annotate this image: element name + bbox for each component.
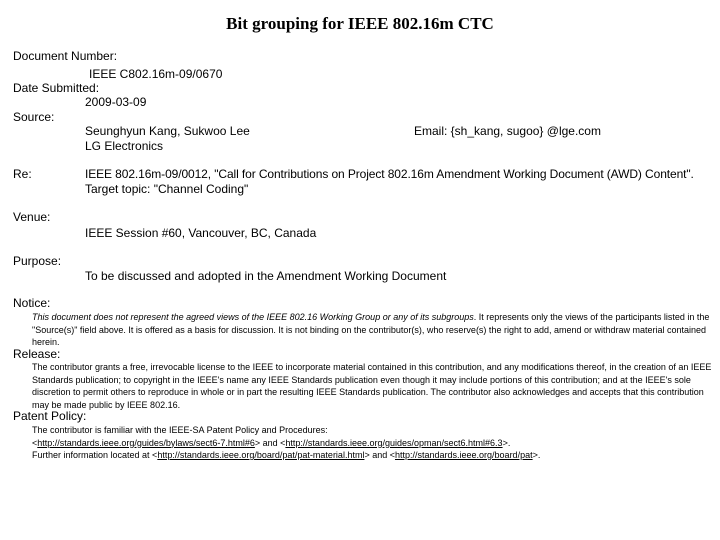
re-line1: IEEE 802.16m-09/0012, "Call for Contributions on Project 802.16m Amendment Working Document (AWD) Content".	[85, 167, 694, 181]
patent-end2: >.	[532, 450, 541, 460]
re-label: Re:	[13, 167, 32, 181]
date-label: Date Submitted:	[13, 81, 100, 95]
patent-and1: > and <	[254, 437, 286, 448]
notice-italic: This document does not represent the agreed views of the IEEE 802.16 Working Group or any of its subgroups	[32, 312, 474, 322]
patent-line1: The contributor is familiar with the IEEE-SA Patent Policy and Procedures:	[32, 425, 328, 435]
re-line2: Target topic: "Channel Coding"	[85, 182, 249, 196]
doc-number-label: Document Number:	[13, 49, 118, 63]
source-authors: Seunghyun Kang, Sukwoo Lee	[85, 124, 250, 138]
doc-number-value: IEEE C802.16m-09/0670	[89, 67, 223, 81]
opman-link[interactable]: http://standards.ieee.org/guides/opman/sect6.html#6.3	[285, 437, 503, 448]
patent-policy-text	[32, 424, 716, 462]
date-value: 2009-03-09	[85, 95, 147, 109]
source-org: LG Electronics	[85, 139, 164, 153]
patent-line2: <http://standards.ieee.org/guides/bylaws/sect6-7.html#6> and <http://standards.ieee.org/guides/opman/sect6.html#6.3>.	[32, 437, 511, 448]
patent-and2: > and <	[364, 450, 395, 460]
pat-material-link[interactable]: http://standards.ieee.org/board/pat/pat-material.html	[157, 450, 365, 460]
notice-label: Notice:	[13, 296, 51, 310]
release-text: The contributor grants a free, irrevocable license to the IEEE to incorporate material contained in this contribution, and any modifications thereof, in the creation of an IEEE Standards publication; to copyright in the IEEE's name any IEEE Standards publication even though it may include portions of this contribution; and at the IEEE's sole discretion to permit others to reproduce in whole or in part the resulting IEEE Standards publication. The contributor also acknowledges and accepts that this contribution may be made public by IEEE 802.16.	[32, 362, 712, 410]
patent-further: Further information located at <	[32, 450, 158, 460]
patent-end1: >.	[502, 437, 511, 448]
release-label: Release:	[13, 347, 61, 361]
document-title: Bit grouping for IEEE 802.16m CTC	[226, 14, 494, 33]
bylaws-link[interactable]: http://standards.ieee.org/guides/bylaws/sect6-7.html#6	[37, 437, 255, 448]
source-label: Source:	[13, 110, 55, 124]
notice-rest: . It represents only the views of the participants listed in the "Source(s)" field above. It is offered as a basis for discussion. It is not binding on the contributor(s), who reserve(s) the right to add, amend or withdraw material contained herein.	[32, 312, 710, 347]
purpose-label: Purpose:	[13, 254, 62, 268]
board-pat-link[interactable]: http://standards.ieee.org/board/pat	[394, 450, 533, 460]
notice-text	[32, 311, 716, 349]
venue-value: IEEE Session #60, Vancouver, BC, Canada	[85, 226, 317, 240]
purpose-value: To be discussed and adopted in the Amendment Working Document	[85, 269, 447, 283]
source-email: Email: {sh_kang, sugoo} @lge.com	[414, 124, 601, 138]
patent-policy-label: Patent Policy:	[13, 409, 87, 423]
venue-label: Venue:	[13, 210, 51, 224]
patent-line3	[32, 449, 716, 462]
